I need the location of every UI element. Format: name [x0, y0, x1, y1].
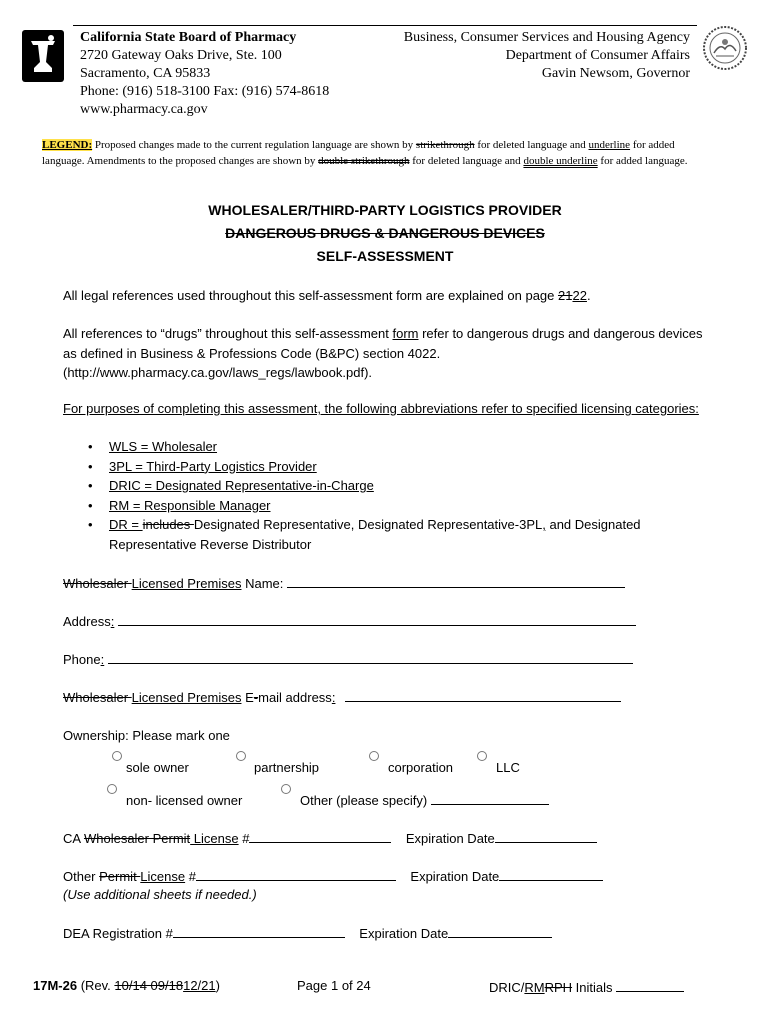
lawbook-url[interactable]: (http://www.pharmacy.ca.gov/laws_regs/lawbook.pdf). — [63, 365, 373, 380]
abbr-dr: DR = — [109, 517, 143, 532]
website-link[interactable]: www.pharmacy.ca.gov — [80, 102, 208, 117]
address-line-1: 2720 Gateway Oaks Drive, Ste. 100 — [80, 48, 282, 63]
form-id: 17M-26 — [33, 978, 78, 993]
initials-label: DRIC/ — [489, 980, 525, 995]
title-line-1: WHOLESALER/THIRD-PARTY LOGISTICS PROVIDER — [208, 202, 562, 218]
para-text: All legal references used throughout this self-assessment form are explained on page — [63, 288, 559, 303]
abbr-dric: DRIC = Designated Representative-in-Charge — [109, 478, 374, 493]
initials-input[interactable] — [616, 978, 684, 992]
address-line-2: Sacramento, CA 95833 — [80, 66, 211, 81]
initials-row — [489, 978, 684, 995]
dea-row — [63, 924, 552, 943]
department-name: Department of Consumer Affairs — [505, 48, 690, 63]
radio-non-licensed-owner[interactable] — [107, 784, 117, 794]
radio-sole-owner[interactable] — [112, 751, 122, 761]
title-line-3: SELF-ASSESSMENT — [316, 248, 454, 264]
governor-name: Gavin Newsom, Governor — [541, 66, 690, 81]
added-text: : — [100, 652, 105, 667]
abbr-dr-deleted: includes — [142, 517, 194, 532]
legend-double-underline: double underline — [523, 155, 598, 167]
legend-text: for added language. — [597, 155, 688, 167]
premises-name-row — [63, 574, 625, 593]
agency-name: Business, Consumer Services and Housing Agency — [403, 30, 690, 45]
deleted-text: Permit — [99, 869, 141, 884]
opt-other-label: Other (please specify) — [300, 793, 428, 808]
ownership-label: Ownership: Please mark one — [63, 728, 230, 743]
deleted-text: Wholesaler — [63, 690, 132, 705]
board-address-block — [80, 29, 329, 119]
abbr-3pl: 3PL = Third-Party Logistics Provider — [109, 458, 317, 474]
legend-text: for deleted language and — [474, 139, 589, 151]
list-item — [88, 515, 688, 554]
field-label: E — [241, 690, 254, 705]
abbr-dr-text: and Designated Representative Reverse Distributor — [109, 517, 641, 552]
agency-block — [404, 29, 690, 83]
legend — [42, 137, 712, 169]
org-name: California State Board of Pharmacy — [80, 30, 297, 45]
rev-text: ) — [215, 978, 220, 993]
opt-sole-owner-label: sole owner — [126, 760, 189, 775]
radio-other[interactable] — [281, 784, 291, 794]
opt-other-row — [300, 791, 549, 810]
list-item — [88, 476, 688, 496]
added-text: : — [331, 690, 336, 705]
premises-name-input[interactable] — [287, 574, 625, 588]
other-specify-input[interactable] — [431, 791, 549, 805]
radio-corporation[interactable] — [369, 751, 379, 761]
ca-license-row — [63, 829, 597, 848]
legend-text: Proposed changes made to the current regulation language are shown by — [92, 139, 416, 151]
page-number: Page 1 of 24 — [297, 978, 371, 993]
added-text: License — [190, 831, 239, 846]
ca-license-expiration-input[interactable] — [495, 829, 597, 843]
radio-partnership[interactable] — [236, 751, 246, 761]
other-license-expiration-input[interactable] — [499, 867, 603, 881]
deleted-text: Wholesaler Permit — [83, 831, 191, 846]
field-label: # — [185, 869, 196, 884]
initials-label: Initials — [572, 980, 617, 995]
expiration-label: Expiration Date — [359, 926, 449, 941]
legend-text: for deleted language and — [409, 155, 524, 167]
list-item — [88, 457, 688, 477]
phone-row — [63, 650, 633, 669]
legend-text: for added language. Amendments to the proposed changes are shown by — [42, 139, 675, 167]
opt-corporation-label: corporation — [388, 760, 454, 775]
dea-expiration-input[interactable] — [448, 924, 552, 938]
california-seal-icon — [702, 25, 748, 71]
drugs-reference-paragraph — [63, 324, 713, 383]
email-row — [63, 688, 621, 707]
expiration-label: Expiration Date — [410, 869, 500, 884]
abbreviations-intro: For purposes of completing this assessment, the following abbreviations refer to specified licensing categories: — [63, 401, 699, 416]
legend-label: LEGEND: — [42, 139, 93, 151]
rev-added: 12/21 — [183, 978, 216, 993]
para-text: refer to dangerous drugs and dangerous devices as defined in Business & Professions Code (B&PC) section 4022. — [63, 326, 703, 361]
opt-non-licensed-label: non- licensed owner — [126, 793, 243, 808]
legend-double-strike: double strikethrough — [318, 155, 410, 167]
abbr-wls: WLS = Wholesaler — [109, 439, 218, 454]
form-revision — [33, 978, 220, 993]
radio-llc[interactable] — [477, 751, 487, 761]
deleted-text: Wholesaler — [63, 576, 132, 591]
initials-added: RM — [524, 980, 545, 995]
added-text: License — [140, 869, 186, 884]
email-input[interactable] — [345, 688, 621, 702]
added-text: Licensed Premises — [131, 690, 242, 705]
field-label: Phone — [63, 652, 101, 667]
para-text: All references to “drugs” throughout this self-assessment — [63, 326, 393, 341]
abbr-rm: RM = Responsible Manager — [109, 497, 271, 513]
address-input[interactable] — [118, 612, 636, 626]
field-label: mail address — [258, 690, 332, 705]
added-text: Licensed Premises — [131, 576, 242, 591]
address-row — [63, 612, 636, 631]
added-text: : — [110, 614, 115, 629]
abbr-dr-comma: , — [542, 517, 546, 532]
phone-input[interactable] — [108, 650, 633, 664]
opt-llc-label: LLC — [496, 760, 520, 775]
other-license-number-input[interactable] — [196, 867, 396, 881]
field-label: Other — [63, 869, 100, 884]
ca-license-number-input[interactable] — [249, 829, 391, 843]
list-item — [88, 496, 688, 516]
other-license-row — [63, 867, 603, 886]
field-label: # — [238, 831, 250, 846]
rev-text: (Rev. — [77, 978, 115, 993]
new-page-number: 22 — [572, 288, 587, 303]
legend-strikethrough: strikethrough — [415, 139, 475, 151]
field-label: CA — [63, 831, 84, 846]
abbreviations-list — [88, 437, 688, 554]
abbr-dr-text: Designated Representative, Designated Representative-3PL — [193, 517, 543, 532]
old-page-number: 21 — [558, 288, 573, 303]
title-line-2: DANGEROUS DRUGS & DANGEROUS DEVICES — [225, 225, 545, 241]
field-label: Address — [63, 614, 111, 629]
mortar-pestle-logo-icon — [22, 30, 64, 82]
deleted-text: - — [253, 690, 259, 705]
initials-deleted: RPH — [544, 980, 573, 995]
opt-partnership-label: partnership — [254, 760, 320, 775]
field-label: DEA Registration # — [63, 926, 173, 941]
legal-references-paragraph — [63, 286, 713, 306]
additional-sheets-note: (Use additional sheets if needed.) — [63, 887, 257, 902]
para-text: . — [586, 288, 591, 303]
phone-fax: Phone: (916) 518-3100 Fax: (916) 574-8618 — [80, 84, 330, 99]
header-rule — [73, 25, 697, 26]
rev-deleted: 10/14 09/18 — [114, 978, 184, 993]
field-label: Name: — [241, 576, 284, 591]
dea-number-input[interactable] — [173, 924, 345, 938]
legend-underline: underline — [588, 139, 631, 151]
list-item — [88, 437, 688, 457]
expiration-label: Expiration Date — [405, 831, 495, 846]
para-text-underlined: form — [392, 326, 419, 341]
